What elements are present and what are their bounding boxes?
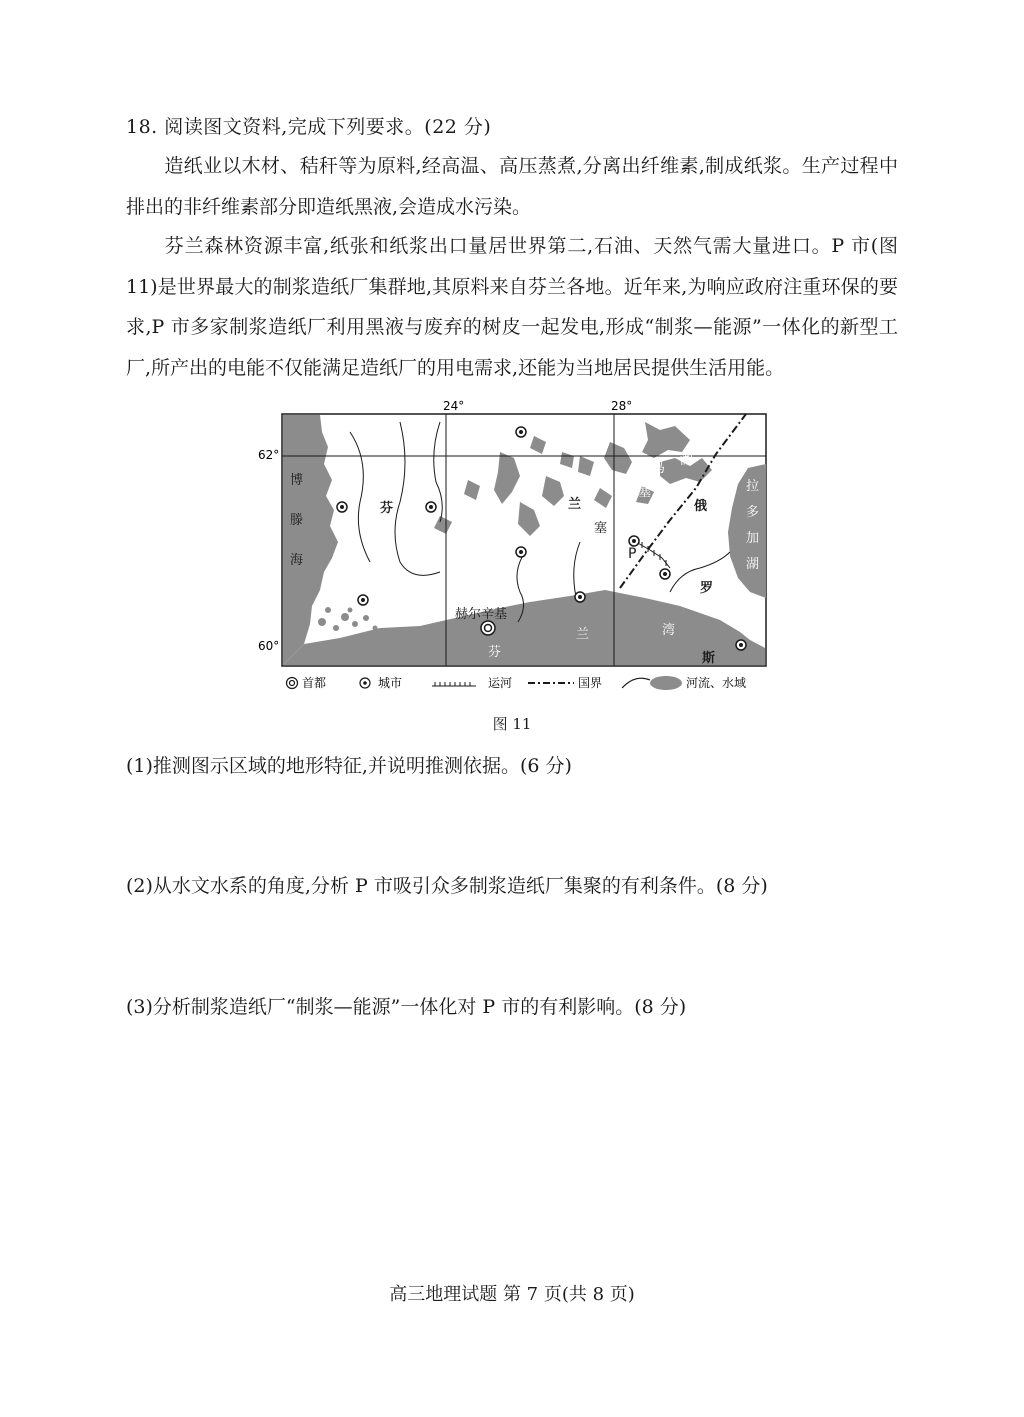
lon-label-28: 28°	[611, 399, 633, 413]
label-ladoga-2: 多	[746, 505, 760, 520]
legend-border-label: 国界	[578, 676, 603, 690]
label-russia-2: 罗	[700, 581, 714, 596]
legend-canal-label: 运河	[488, 676, 513, 690]
city-icon	[360, 678, 370, 688]
helsinki-capital-icon	[481, 621, 495, 635]
label-ladoga-3: 加	[746, 531, 760, 546]
sub-question-1: (1)推测图示区域的地形特征,并说明推测依据。(6 分)	[126, 755, 572, 777]
label-bothnia-1: 博	[290, 473, 304, 488]
river-water-icon	[622, 676, 682, 690]
label-bothnia-3: 海	[290, 553, 304, 568]
intro-paragraph-1	[126, 146, 898, 227]
sub-question-3: (3)分析制浆造纸厂“制浆—能源”一体化对 P 市的有利影响。(8 分)	[126, 996, 687, 1018]
label-gulf-1: 芬	[488, 645, 502, 660]
map-svg	[250, 392, 780, 702]
label-helsinki: 赫尔辛基	[455, 607, 508, 622]
label-saimaa-seq: 塞	[594, 521, 608, 536]
paragraph-2-text: 芬兰森林资源丰富,纸张和纸浆出口量居世界第二,石油、天然气需大量进口。P 市(图 11)是世界最大的制浆造纸厂集群地,其原料来自芬兰各地。近年来,为响应政府注重环保的要求,P 市多家制浆造纸厂利用黑液与废弃的树皮一起发电,形成“制浆—能源”一体化的新型工厂,所产出的电能不仅能满足造纸厂的用电需求,还能为当地居民提供生活用能。	[126, 235, 898, 379]
label-finland-2: 兰	[568, 497, 582, 512]
map-legend	[287, 675, 747, 690]
figure-caption: 图 11	[492, 715, 532, 733]
page-footer: 高三地理试题 第 7 页(共 8 页)	[389, 1284, 635, 1305]
lon-label-24: 24°	[443, 399, 465, 413]
label-saimaa-1: 塞	[638, 485, 652, 500]
label-russia-1: 俄	[694, 499, 708, 514]
capital-icon	[287, 678, 298, 689]
lat-label-60: 60°	[258, 639, 280, 653]
sub-question-2: (2)从水文水系的角度,分析 P 市吸引众多制浆造纸厂集聚的有利条件。(8 分)	[126, 875, 768, 897]
label-finland-1: 芬	[380, 501, 394, 516]
label-bothnia-2: 滕	[290, 513, 304, 528]
intro-paragraph-2	[126, 226, 898, 388]
label-saimaa-3: 湖	[680, 453, 694, 468]
canal-icon	[432, 682, 476, 686]
label-gulf-3: 湾	[662, 623, 676, 638]
paragraph-1-text: 造纸业以木材、秸秆等为原料,经高温、高压蒸煮,分离出纤维素,制成纸浆。生产过程中排出的非纤维素部分即造纸黑液,会造成水污染。	[126, 155, 898, 218]
label-russia-3: 斯	[702, 651, 716, 666]
legend-river-label: 河流、水域	[686, 676, 747, 690]
lat-label-62: 62°	[258, 448, 280, 462]
legend-capital-label: 首都	[302, 676, 327, 690]
label-saimaa-2: 马	[652, 461, 666, 476]
question-title: 18. 阅读图文资料,完成下列要求。(22 分)	[126, 116, 492, 138]
finland-map-figure	[250, 392, 780, 702]
label-gulf-2: 兰	[576, 627, 590, 642]
legend-city-label: 城市	[378, 676, 403, 690]
label-ladoga-1: 拉	[746, 479, 760, 494]
label-ladoga-4: 湖	[746, 557, 760, 572]
map-area	[282, 414, 766, 666]
label-p-city: P	[628, 546, 637, 562]
